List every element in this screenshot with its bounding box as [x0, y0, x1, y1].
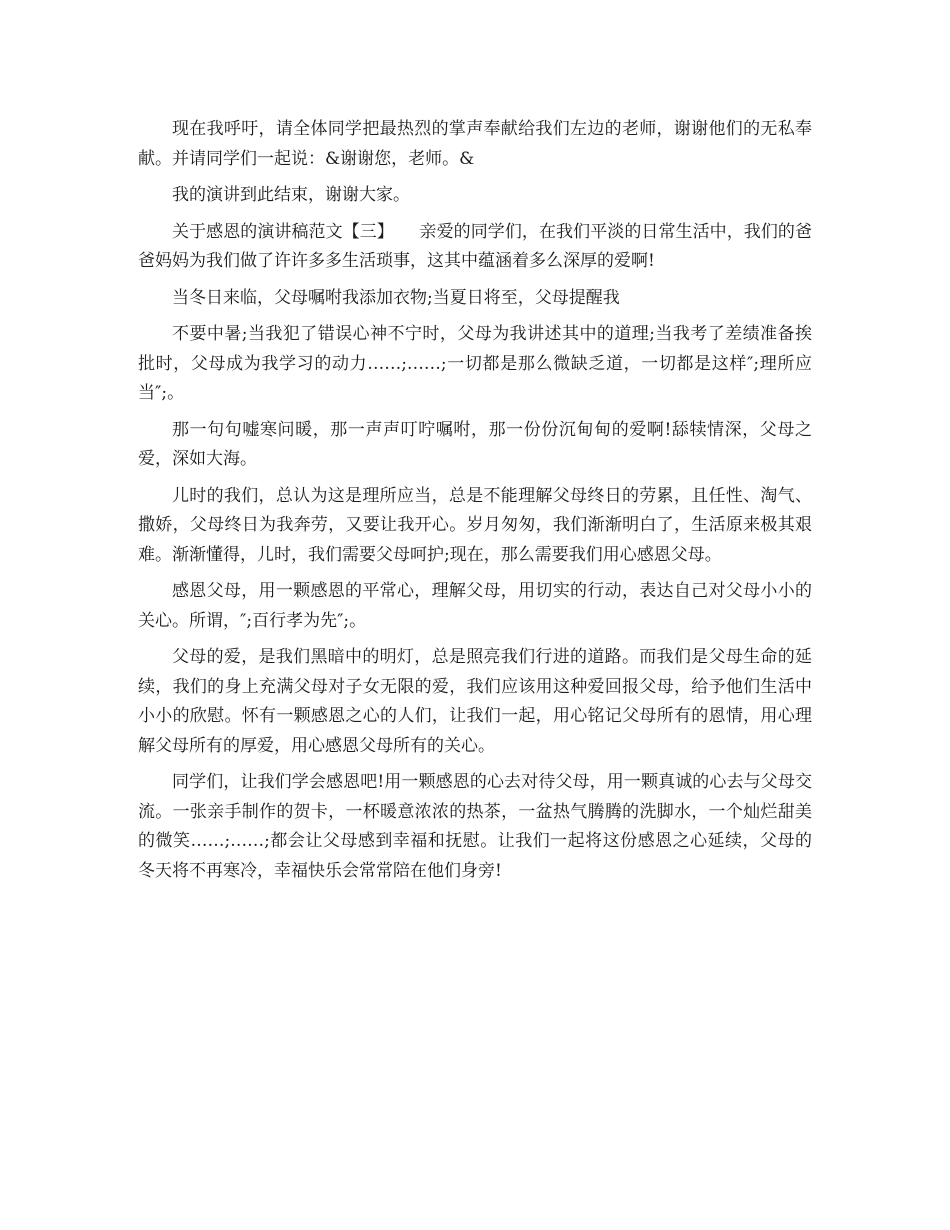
- paragraph-7: 儿时的我们，总认为这是理所应当，总是不能理解父母终日的劳累，且任性、淘气、撒娇，父母终日为我奔劳，又要让我开心。岁月匆匆，我们渐渐明白了，生活原来极其艰难。渐渐懂得，儿时，我们需要父母呵护;现在，那么需要我们用心感恩父母。: [138, 485, 812, 565]
- paragraph-10: 同学们，让我们学会感恩吧!用一颗感恩的心去对待父母，用一颗真诚的心去与父母交流。一张亲手制作的贺卡，一杯暖意浓浓的热茶，一盆热气腾腾的洗脚水，一个灿烂甜美的微笑……;……;都会让父母感到幸福和抚慰。让我们一起将这份感恩之心延续，父母的冬天将不再寒冷，幸福快乐会常常陪在他们身旁!: [138, 772, 812, 881]
- paragraph-4: 当冬日来临，父母嘱咐我添加衣物;当夏日将至，父母提醒我: [172, 287, 620, 308]
- paragraph-8: 感恩父母，用一颗感恩的平常心，理解父母，用切实的行动，表达自己对父母小小的关心。所谓，″;百行孝为先″;。: [138, 581, 812, 631]
- paragraph-9: 父母的爱，是我们黑暗中的明灯，总是照亮我们行进的道路。而我们是父母生命的延续，我们的身上充满父母对子女无限的爱，我们应该用这种爱回报父母，给予他们生活中小小的欣慰。怀有一颗感恩之心的人们，让我们一起，用心铭记父母所有的恩情，用心理解父母所有的厚爱，用心感恩父母所有的关心。: [138, 647, 812, 756]
- document-body: [138, 115, 812, 893]
- paragraph-6: 那一句句嘘寒问暖，那一声声叮咛嘱咐，那一份份沉甸甸的爱啊!舔犊情深，父母之爱，深如大海。: [138, 419, 812, 469]
- paragraph-2: 我的演讲到此结束，谢谢大家。: [172, 185, 410, 205]
- paragraph-1: 现在我呼吁，请全体同学把最热烈的掌声奉献给我们左边的老师，谢谢他们的无私奉献。并请同学们一起说：&谢谢您，老师。&: [138, 119, 812, 169]
- paragraph-3: 关于感恩的演讲稿范文【三】 亲爱的同学们，在我们平淡的日常生活中，我们的爸爸妈妈为我们做了许许多多生活琐事，这其中蕴涵着多么深厚的爱啊!: [138, 221, 812, 271]
- paragraph-5: 不要中暑;当我犯了错误心神不宁时，父母为我讲述其中的道理;当我考了差绩准备挨批时，父母成为我学习的动力……;……;一切都是那么微缺乏道，一切都是这样″;理所应当″;。: [138, 324, 812, 403]
